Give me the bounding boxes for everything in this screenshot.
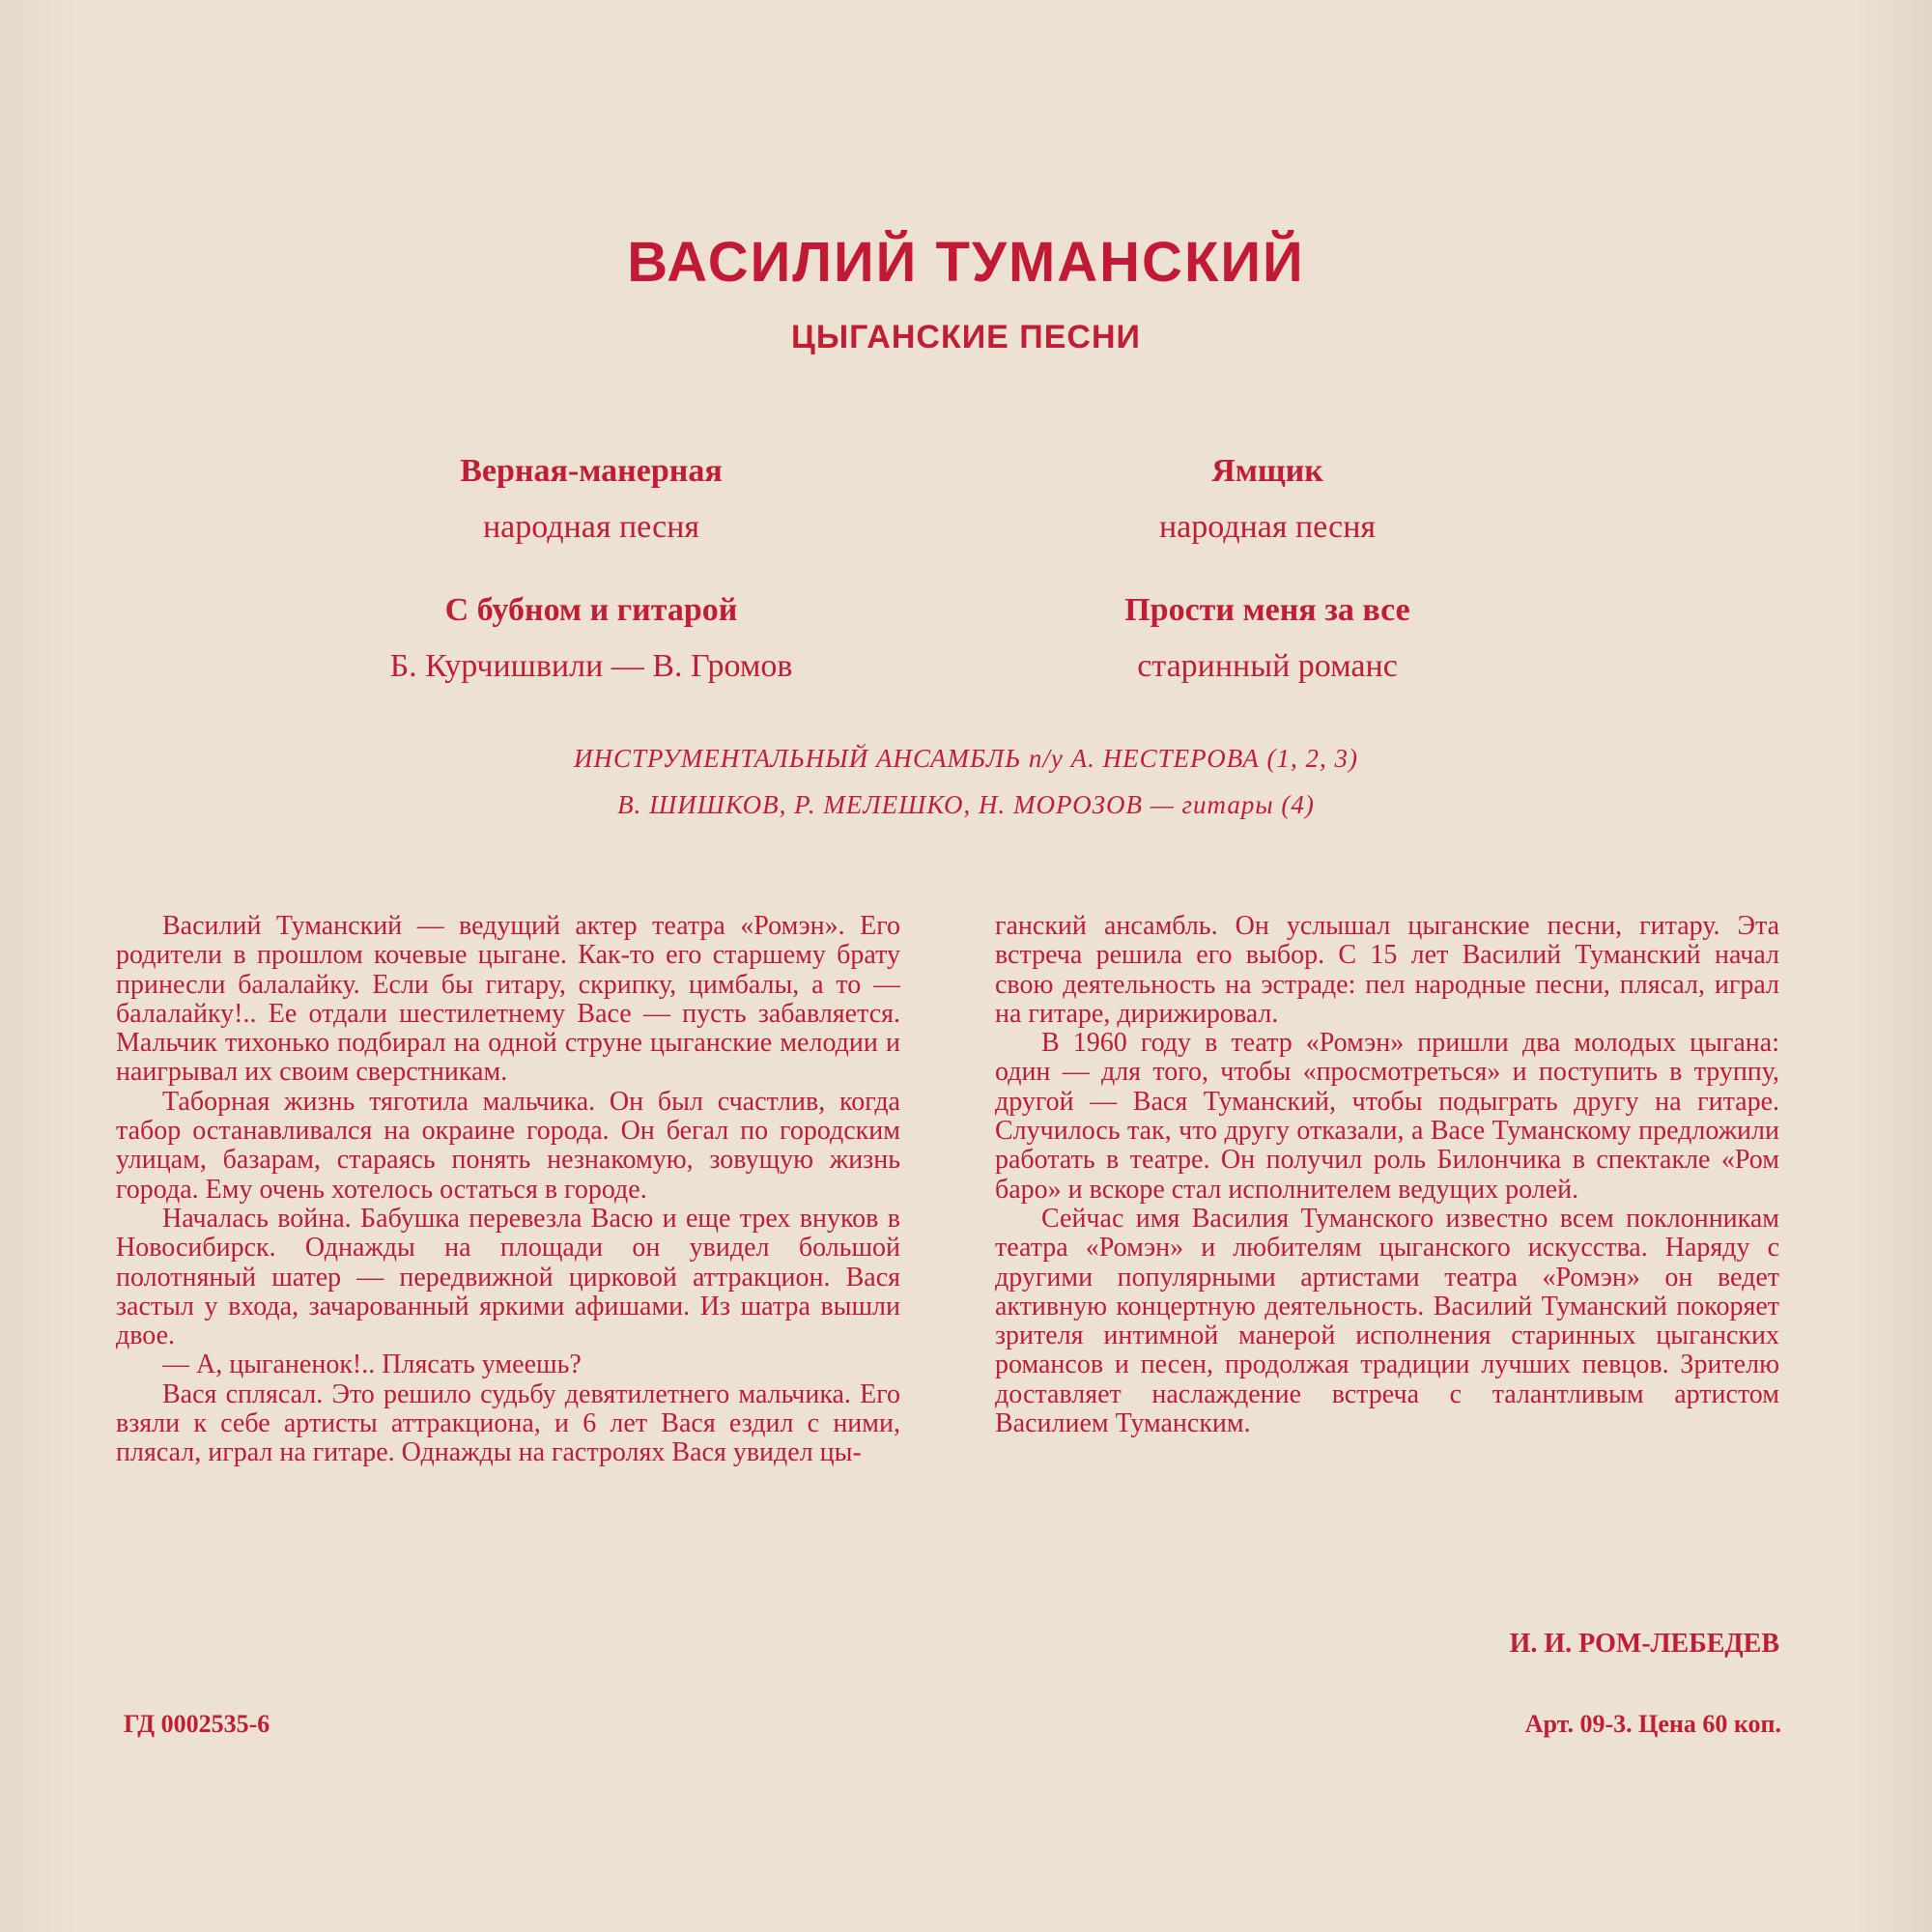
track-title: Ямщик (1211, 453, 1323, 489)
credits-guitars: В. ШИШКОВ, Р. МЕЛЕШКО, Н. МОРОЗОВ — гитары (4) (617, 790, 1315, 819)
credits-ensemble: ИНСТРУМЕНТАЛЬНЫЙ АНСАМБЛЬ п/у А. НЕСТЕРОВА (1, 2, 3) (574, 744, 1358, 773)
track-author: Б. Курчишвили — В. Громов (389, 648, 793, 684)
article-right-column (995, 912, 1779, 1438)
article-paragraph: Василий Туманский — ведущий актер театра «Ромэн». Его родители в прошлом кочевые цыгане. Как-то его старшему брату принесли балалайку. Если бы гитару, скрипку, цимбалы, а то — балалайку!.. Ее отдали шестилетнему Васе — пусть забавляется. Мальчик тихонько подбирал на одной струне цыганские мелодии и наигрывал их своим сверстникам. (116, 911, 900, 1088)
article-paragraph: ганский ансамбль. Он услышал цыганские песни, гитару. Эта встреча решила его выбор. С 15 лет Василий Туманский начал свою деятельность на эстраде: пел народные песни, плясал, играл на гитаре, дирижировал. (995, 911, 1779, 1029)
track-title: Прости меня за все (1124, 592, 1410, 628)
article-paragraph: — А, цыганенок!.. Плясать умеешь? (162, 1350, 582, 1380)
article-paragraph: Сейчас имя Василия Туманского известно всем поклонникам театра «Ромэн» и любителям цыганского искусства. Наряду с другими популярными артистами театра «Ромэн» он ведет активную концертную деятельность. Василий Туманский покоряет зрителя интимной манерой исполнения старинных цыганских романсов и песен, продолжая традиции лучших певцов. Зрителю доставляет наслаждение встреча с талантливым артистом Василием Туманским. (995, 1203, 1779, 1439)
article-paragraph: Таборная жизнь тяготила мальчика. Он был счастлив, когда табор останавливался на окраине города. Он бегал по городским улицам, базарам, стараясь понять незнакомую, зовущую жизнь города. Ему очень хотелось остаться в городе. (116, 1086, 900, 1205)
track-author: старинный романс (1137, 648, 1398, 684)
article-paragraph: В 1960 году в театр «Ромэн» пришли два молодых цыгана: один — для того, чтобы «просмотреться» и поступить в труппу, другой — Вася Туманский, чтобы подыграть другу на гитаре. Случилось так, что другу отказали, а Васе Туманскому предложили работать в театре. Он получил роль Билончика в спектакле «Ром баро» и вскоре стал исполнителем ведущих ролей. (995, 1028, 1779, 1205)
track-title: С бубном и гитарой (444, 592, 738, 628)
article-left-column (116, 912, 900, 1468)
track-author: народная песня (1158, 509, 1377, 545)
artist-title: ВАСИЛИЙ ТУМАНСКИЙ (627, 231, 1305, 294)
track-title: Верная-манерная (460, 453, 723, 489)
track-2 (253, 591, 929, 686)
album-subtitle: ЦЫГАНСКИЕ ПЕСНИ (791, 319, 1141, 355)
author-signature: И. И. РОМ-ЛЕБЕДЕВ (1509, 1629, 1779, 1659)
track-1 (253, 452, 929, 547)
catalog-number: ГД 0002535-6 (124, 1710, 270, 1738)
track-3 (929, 452, 1605, 547)
track-4 (929, 591, 1605, 686)
price-label: Арт. 09-3. Цена 60 коп. (1524, 1710, 1781, 1738)
article-paragraph: Вася сплясал. Это решило судьбу девятилетнего мальчика. Его взяли к себе артисты аттракциона, и 6 лет Вася ездил с ними, плясал, играл на гитаре. Однажды на гастролях Вася увидел цы- (116, 1378, 900, 1468)
track-author: народная песня (482, 509, 700, 545)
article-paragraph: Началась война. Бабушка перевезла Васю и еще трех внуков в Новосибирск. Однажды на площади он увидел большой полотняный шатер — передвижной цирковой аттракцион. Вася застыл у входа, зачарованный яркими афишами. Из шатра вышли двое. (116, 1203, 900, 1351)
